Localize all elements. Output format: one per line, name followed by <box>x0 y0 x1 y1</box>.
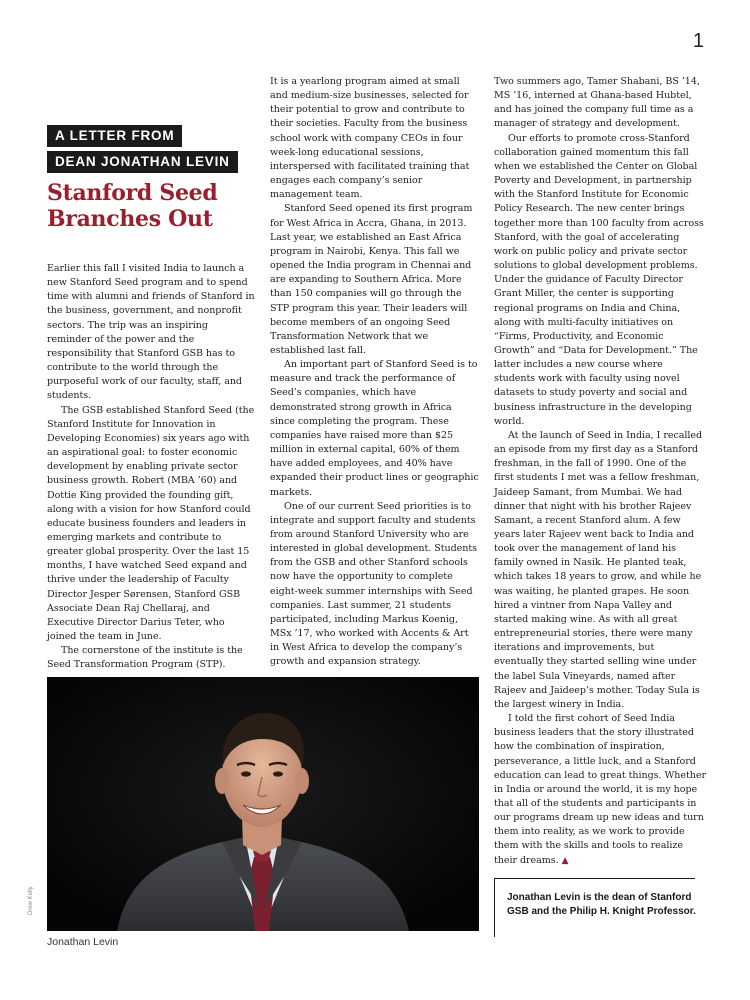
kicker-line-2: DEAN JONATHAN LEVIN <box>47 151 238 173</box>
paragraph: It is a yearlong program aimed at small and medium-size businesses, selected for their potential to grow and contribute to their societies. Faculty from the business school work with company CEOs in four week-long educational sessions, interspersed with facilitated training that engages each company’s senior management team. <box>270 76 470 201</box>
headline: Stanford Seed Branches Out <box>47 180 218 232</box>
portrait-photo <box>47 677 479 931</box>
paragraph-text: I told the first cohort of Seed India business leaders that the story illustrated how the combination of inspiration, perseverance, a little luck, and a Stanford education can lead to great things. Whether in India or around the world, it is my hope that all of the students and participants in our programs dream up new ideas and turn them into reality, as we work to provide them with the skills and tools to realize their dreams. <box>494 713 706 866</box>
paragraph: At the launch of Seed in India, I recalled an episode from my first day as a Stanford freshman, in the fall of 1990. One of the first students I met was a fellow freshman, Jaideep Samant, from Mumbai. We had dinner that night with his brother Rajeev Samant, a recent Stanford alum. A few years later Rajeev went back to India and took over the management of land his family owned in Nasik. He planted teak, which takes 18 years to grow, and while he was waiting, he planted grapes. He soon hired a vintner from Napa Valley and started making wine. As with all great entrepreneurial stories, there were many iterations and improvements, but eventually they started selling wine under the label Sula Vineyards, named after Rajeev and Jaideep’s mother. Today Sula is the largest winery in India. <box>494 429 703 710</box>
paragraph: The GSB established Stanford Seed (the Stanford Institute for Innovation in Developing Economies) six years ago with an aspirational goal: to foster economic development by enabling private sector business growth. Robert (MBA ’60) and Dottie King provided the founding gift, along with a vision for how Stanford could educate business founders and leaders in emerging markets and contribute to greater global prosperity. Over the last 15 months, I have watched Seed expand and thrive under the leadership of Faculty Director Jesper Sørensen, Stanford GSB Associate Dean Raj Chellaraj, and Executive Director Darius Teter, who joined the team in June. <box>47 404 255 643</box>
paragraph: The cornerstone of the institute is the Seed Transformation Program (STP). <box>47 645 243 671</box>
article-column-3 <box>494 75 706 868</box>
kicker-line-1: A LETTER FROM <box>47 125 182 147</box>
paragraph: An important part of Stanford Seed is to measure and track the performance of Seed’s companies, which have demonstrated strong growth in Africa since completing the program. These companies have raised more than $25 million in external capital, 60% of them have added employees, and 40% have expanded their product lines or geographic markets. <box>270 359 479 498</box>
paragraph: One of our current Seed priorities is to integrate and support faculty and students from around Stanford University who are interested in global development. Students from the GSB and other Stanford schools now have the opportunity to complete eight-week summer internships with Seed companies. Last summer, 21 students participated, including Markus Koenig, MSx ’17, who worked with Accents & Art in West Africa to develop the company’s growth and expansion strategy. <box>270 500 478 668</box>
page-number: 1 <box>692 30 704 52</box>
paragraph: Earlier this fall I visited India to launch a new Stanford Seed program and to spend time with alumni and friends of Stanford in the business, government, and nonprofit sectors. The trip was an inspiring reminder of the power and the responsibility that Stanford GSB has to contribute to the world through the purposeful work of our faculty, staff, and students. <box>47 263 255 402</box>
author-bio-box <box>494 878 695 937</box>
paragraph: Our efforts to promote cross-Stanford collaboration gained momentum this fall when we established the Center on Global Poverty and Development, in partnership with the Stanford Institute for Economic Policy Research. The new center brings together more than 100 faculty from across Stanford, with the goal of accelerating work on public policy and private sector solutions to global development problems. Under the guidance of Faculty Director Grant Miller, the center is supporting regional programs on India and China, along with multi-faculty initiatives on “Firms, Productivity, and Economic Growth” and “Data for Development.” The latter includes a new course where students work with faculty using novel datasets to study poverty and social and business infrastructure in the developing world. <box>494 132 704 427</box>
author-bio: Jonathan Levin is the dean of Stanford GSB and the Philip H. Knight Professor. <box>507 892 696 917</box>
photo-caption: Jonathan Levin <box>47 936 119 948</box>
paragraph-last <box>494 712 706 868</box>
photo-credit: Drew Kelly <box>28 886 34 915</box>
paragraph: Two summers ago, Tamer Shabani, BS ’14, MS ’16, interned at Ghana-based Hubtel, and has joined the company full time as a manager of strategy and development. <box>494 76 700 130</box>
article-column-1 <box>47 262 255 673</box>
paragraph: Stanford Seed opened its first program for West Africa in Accra, Ghana, in 2013. Last year, we established an East Africa program in Nairobi, Kenya. This fall we opened the India program in Chennai and are expanding to Southern Africa. More than 150 companies will go through the STP program this year. Their leaders will become members of an ongoing Seed Transformation Network that we established last fall. <box>270 203 473 356</box>
article-column-2 <box>270 75 479 670</box>
end-mark-icon: ▲ <box>561 855 569 866</box>
